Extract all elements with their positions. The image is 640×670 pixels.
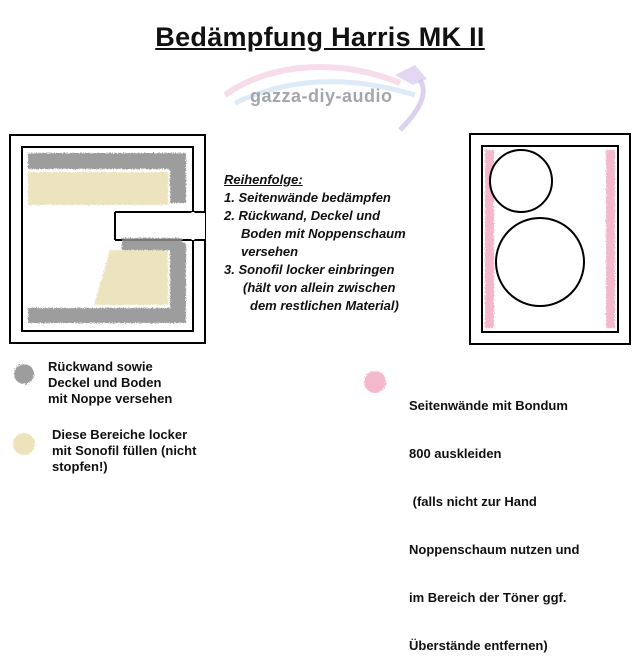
legend-line: Noppenschaum nutzen und (409, 542, 580, 557)
foam-bottom (28, 308, 186, 323)
tweeter-circle (490, 150, 552, 212)
instruction-step: 1. Seitenwände bedämpfen (224, 190, 391, 205)
instruction-step: (hält von allein zwischen (243, 280, 396, 295)
legend-line: im Bereich der Töner ggf. (409, 590, 567, 605)
instruction-step: 3. Sonofil locker einbringen (224, 262, 395, 277)
legend-grey-text (48, 359, 172, 407)
legend-line: Deckel und Boden (48, 375, 162, 390)
foam-back-upper (170, 153, 186, 203)
woofer-circle (496, 218, 584, 306)
front-view-diagram (470, 134, 630, 344)
legend-line: mit Noppe versehen (48, 391, 173, 406)
instruction-step: Boden mit Noppenschaum (241, 226, 406, 241)
page-title: Bedämpfung Harris MK II (155, 22, 485, 52)
legend-yellow-text (52, 427, 196, 475)
bondum-right (606, 150, 615, 328)
instruction-heading: Reihenfolge: (224, 172, 303, 187)
legend-pink-text (409, 366, 579, 670)
foam-top (28, 153, 186, 169)
legend-line: stopfen!) (52, 459, 108, 474)
sonofil-lower (94, 250, 168, 305)
legend-yellow-swatch (13, 433, 35, 455)
legend-line: 800 auskleiden (409, 446, 502, 461)
foam-port-top (122, 238, 182, 250)
legend-line: Diese Bereiche locker (52, 427, 188, 442)
instruction-step: 2. Rückwand, Deckel und (224, 208, 381, 223)
legend-line: Seitenwände mit Bondum (409, 398, 568, 413)
legend-line: Überstände entfernen) (409, 638, 548, 653)
instruction-step: dem restlichen Material) (250, 298, 399, 313)
legend-line: mit Sonofil füllen (nicht (52, 443, 197, 458)
sonofil-upper (28, 172, 168, 205)
instruction-list (224, 171, 406, 315)
legend-line: Rückwand sowie (48, 359, 153, 374)
legend-line: (falls nicht zur Hand (409, 494, 537, 509)
legend-grey-swatch (14, 364, 34, 384)
side-section-diagram (10, 135, 205, 343)
instruction-step: versehen (241, 244, 299, 259)
legend-pink-swatch (364, 371, 386, 393)
watermark-text: gazza-diy-audio (250, 86, 393, 106)
